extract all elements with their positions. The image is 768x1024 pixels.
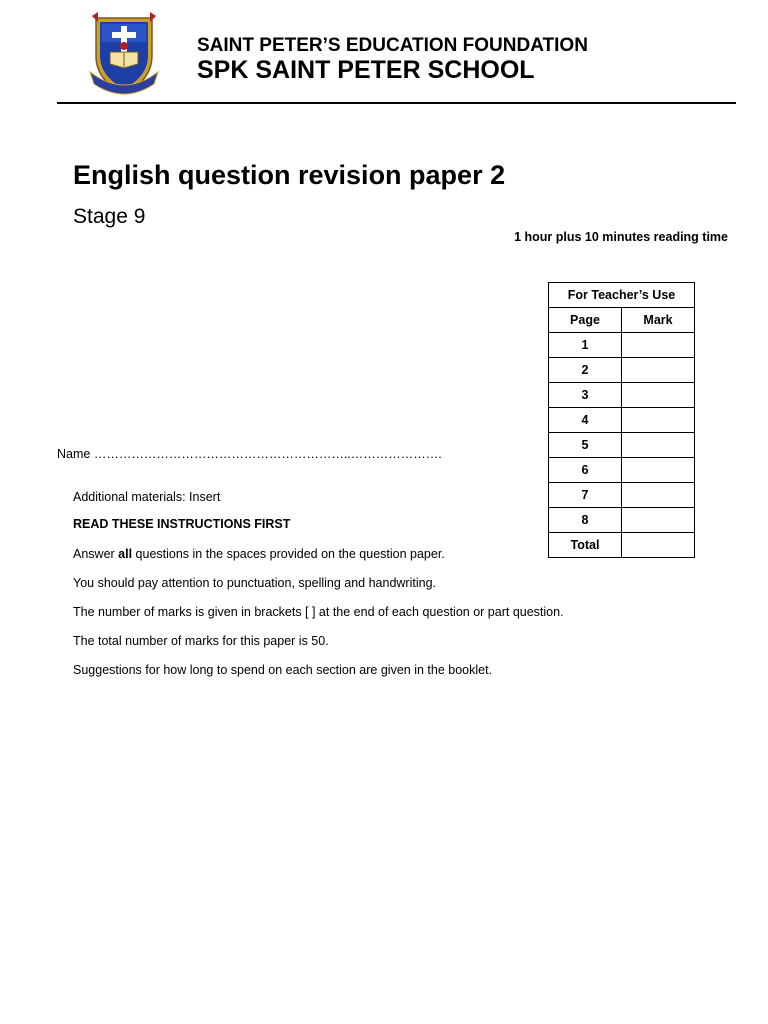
page-number: 5	[549, 433, 622, 458]
instruction-total-marks: The total number of marks for this paper is 50.	[73, 634, 329, 648]
table-row	[549, 383, 695, 408]
page-number: 1	[549, 333, 622, 358]
instruction-marks: The number of marks is given in brackets [ ] at the end of each question or part question.	[73, 605, 564, 619]
table-row	[549, 358, 695, 383]
table-row	[549, 458, 695, 483]
school-crest-icon	[88, 12, 160, 100]
instruction-punctuation: You should pay attention to punctuation, spelling and handwriting.	[73, 576, 437, 590]
column-header-mark: Mark	[622, 308, 695, 333]
mark-cell	[622, 508, 695, 533]
total-mark-cell	[622, 533, 695, 558]
paper-title: English question revision paper 2	[73, 160, 506, 190]
column-header-page: Page	[549, 308, 622, 333]
page-number: 7	[549, 483, 622, 508]
page-number: 8	[549, 508, 622, 533]
instruction-answer-post: questions in the spaces provided on the question paper.	[132, 547, 445, 561]
table-row	[549, 483, 695, 508]
page-number: 3	[549, 383, 622, 408]
table-row	[549, 508, 695, 533]
organisation-name: SAINT PETER’S EDUCATION FOUNDATION	[197, 35, 588, 56]
duration-label: 1 hour plus 10 minutes reading time	[514, 230, 728, 244]
instruction-answer-pre: Answer	[73, 547, 119, 561]
table-row-total	[549, 533, 695, 558]
page-number: 4	[549, 408, 622, 433]
header-divider	[57, 102, 736, 104]
total-label: Total	[549, 533, 622, 558]
school-name: SPK SAINT PETER SCHOOL	[197, 56, 535, 84]
name-field-line: Name ……………………………………………………..………………….	[57, 447, 442, 461]
mark-cell	[622, 458, 695, 483]
instruction-answer-bold: all	[118, 547, 133, 561]
mark-cell	[622, 433, 695, 458]
mark-cell	[622, 408, 695, 433]
table-row	[549, 433, 695, 458]
additional-materials: Additional materials: Insert	[73, 490, 221, 504]
teacher-table-title: For Teacher’s Use	[549, 283, 695, 308]
teacher-use-table	[548, 282, 695, 558]
stage-label: Stage 9	[73, 205, 146, 228]
table-row	[549, 408, 695, 433]
instructions-heading: READ THESE INSTRUCTIONS FIRST	[73, 517, 291, 531]
mark-cell	[622, 358, 695, 383]
table-row	[549, 333, 695, 358]
page-number: 2	[549, 358, 622, 383]
mark-cell	[622, 483, 695, 508]
mark-cell	[622, 333, 695, 358]
mark-cell	[622, 383, 695, 408]
page-number: 6	[549, 458, 622, 483]
instruction-answer-all	[73, 547, 445, 561]
instruction-suggestions: Suggestions for how long to spend on each section are given in the booklet.	[73, 663, 493, 677]
